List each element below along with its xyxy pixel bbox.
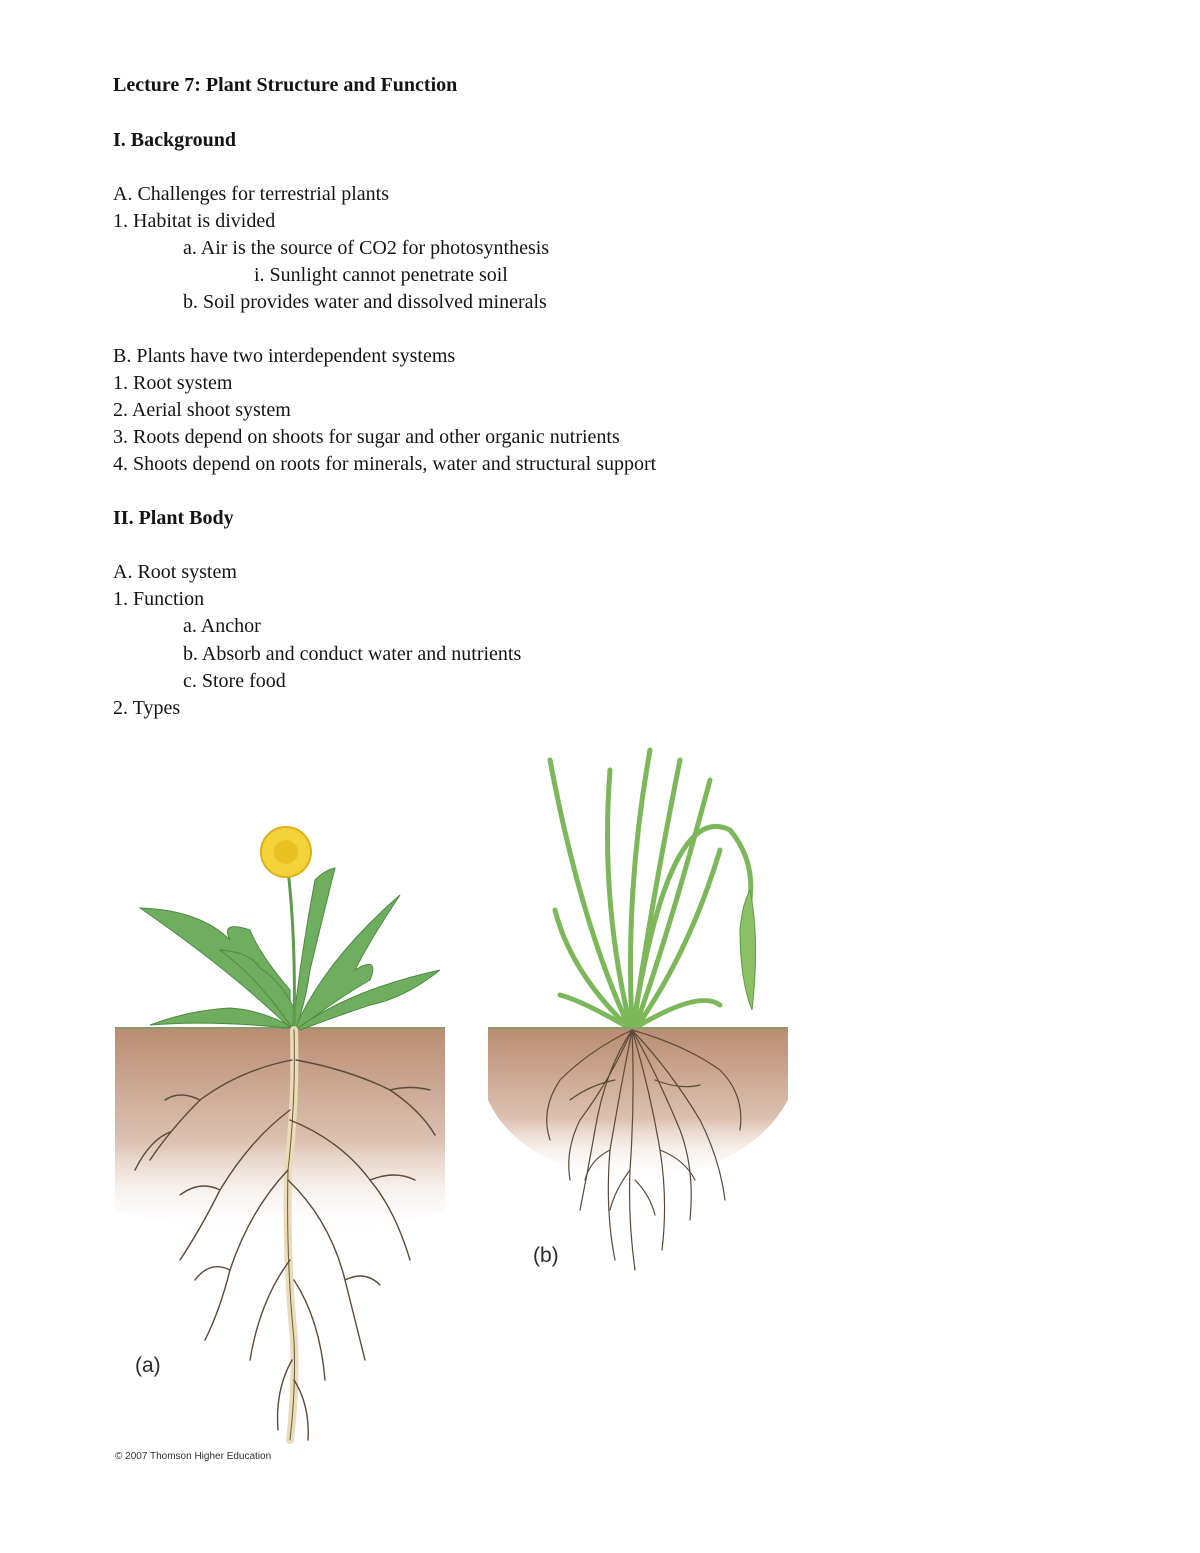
outline-item: i. Sunlight cannot penetrate soil [254,264,508,286]
outline-item: A. Root system [113,561,237,583]
outline-item: 2. Types [113,697,181,719]
section-heading-background: I. Background [113,129,237,151]
outline-item: b. Absorb and conduct water and nutrients [183,643,522,665]
soil-a [115,1028,445,1235]
outline-item: 3. Roots depend on shoots for sugar and other organic nutrients [113,426,620,448]
outline-item: a. Anchor [183,615,261,637]
panel-a-label: (a) [135,1354,161,1377]
outline-item: 1. Root system [113,372,233,394]
outline-item: 1. Habitat is divided [113,210,276,232]
section-heading-plant-body: II. Plant Body [113,507,234,529]
root-systems-figure [110,740,800,1470]
grass-blades [550,750,751,1025]
outline-item: B. Plants have two interdependent systems [113,345,456,367]
outline-item: a. Air is the source of CO2 for photosynthesis [183,237,550,259]
outline-item: 1. Function [113,588,205,610]
outline-item: 4. Shoots depend on roots for minerals, water and structural support [113,453,657,475]
outline-item: A. Challenges for terrestrial plants [113,183,390,205]
outline-item: 2. Aerial shoot system [113,399,291,421]
panel-b-fibrous-plant [488,750,788,1270]
outline-item: b. Soil provides water and dissolved minerals [183,291,547,313]
figure-copyright: © 2007 Thomson Higher Education [115,1451,272,1462]
panel-b-label: (b) [533,1244,559,1267]
grass-seed-head [740,890,756,1010]
outline-item: c. Store food [183,670,286,692]
panel-a-taproot-plant [115,827,445,1440]
page-title: Lecture 7: Plant Structure and Function [113,74,458,96]
